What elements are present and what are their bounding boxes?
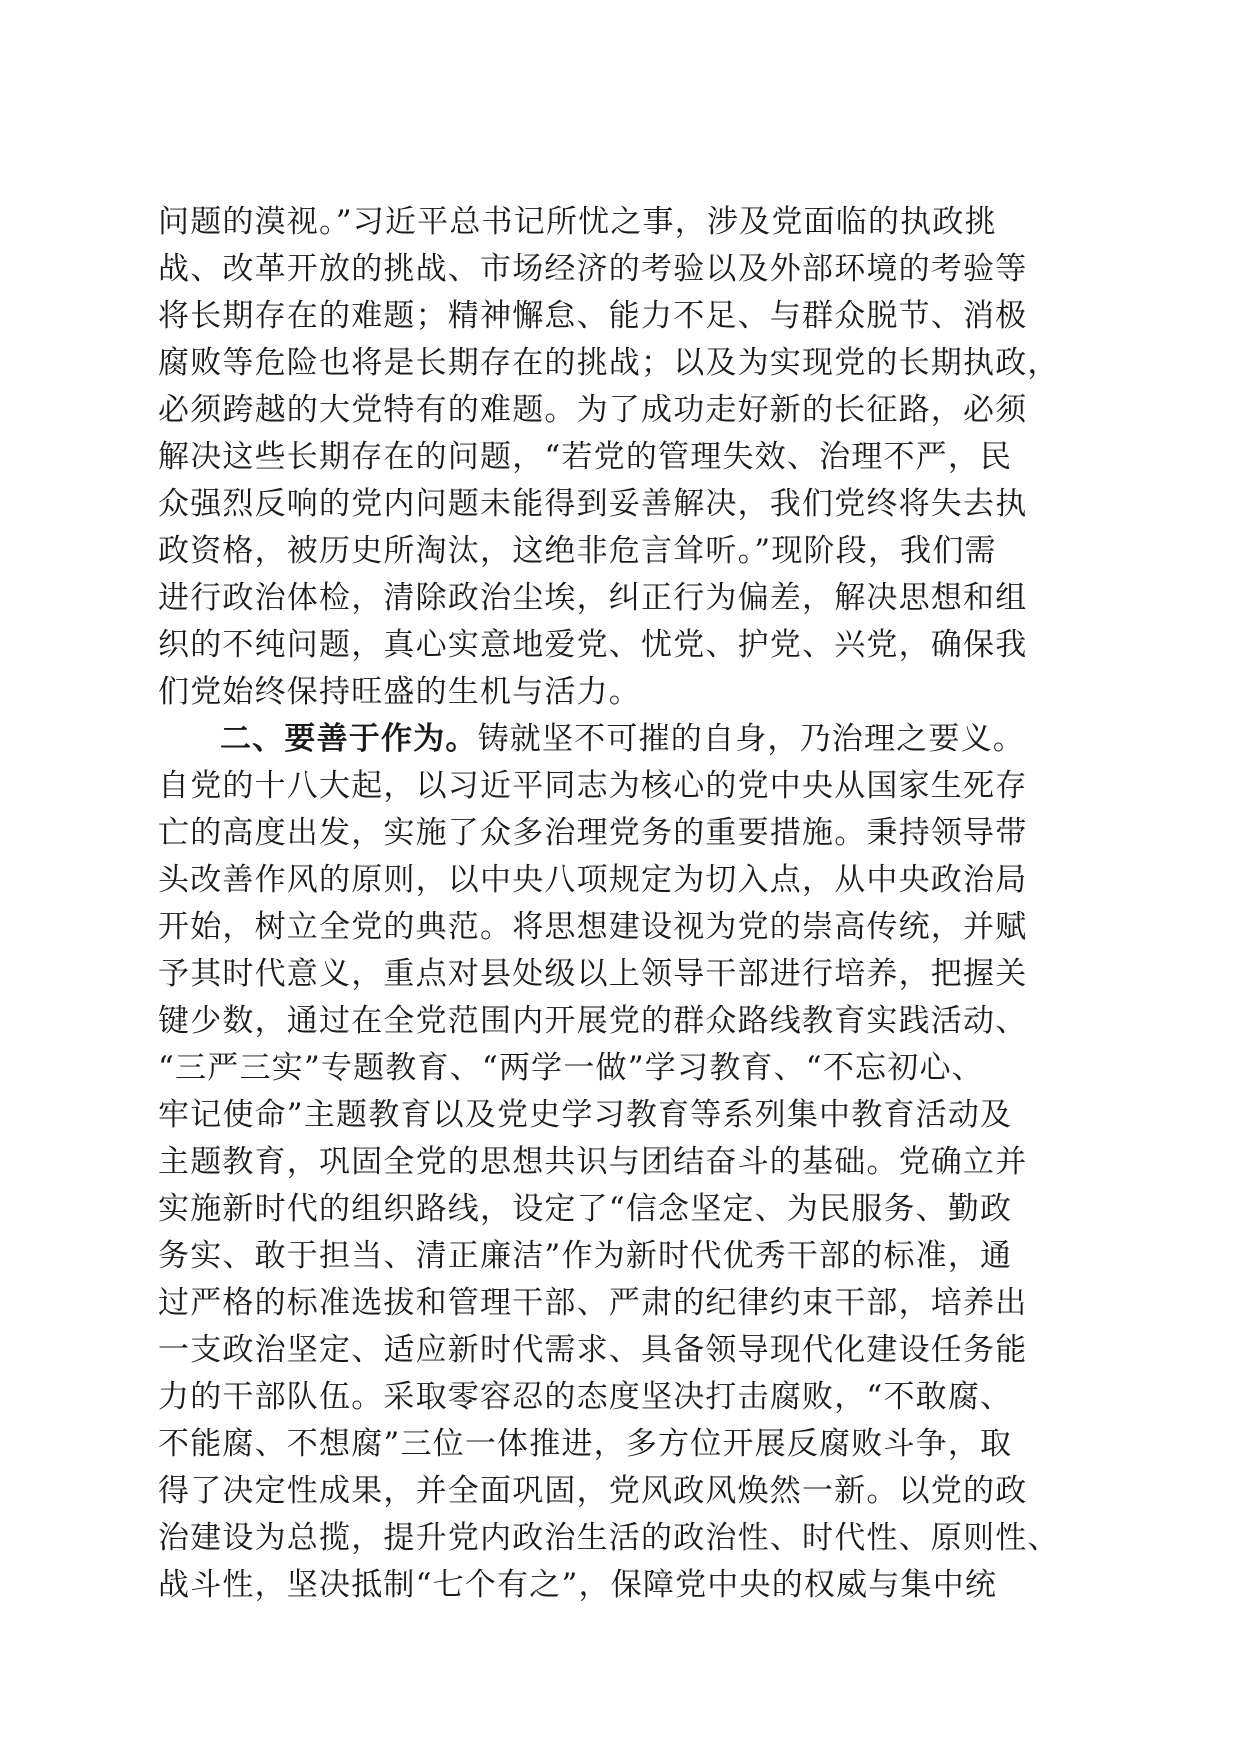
section-heading-continuation: 铸就坚不可摧的自身，乃治理之要义。 [477,721,1026,757]
text-line: 战斗性，坚决抵制“七个有之”，保障党中央的权威与集中统 [158,1567,998,1603]
text-line: 牢记使命”主题教育以及党史学习教育等系列集中教育活动及 [158,1097,1013,1133]
text-line: 自党的十八大起，以习近平同志为核心的党中央从国家生死存 [158,768,1028,804]
text-line: 织的不纯问题，真心实意地爱党、忧党、护党、兴党，确保我 [158,627,1028,663]
text-line: 解决这些长期存在的问题，“若党的管理失效、治理不严，民 [158,439,1013,475]
text-line: 进行政治体检，清除政治尘埃，纠正行为偏差，解决思想和组 [158,580,1028,616]
text-line: 一支政治坚定、适应新时代需求、具备领导现代化建设任务能 [158,1332,1028,1368]
text-line: 键少数，通过在全党范围内开展党的群众路线教育实践活动、 [158,1003,1028,1039]
text-line: 开始，树立全党的典范。将思想建设视为党的崇高传统，并赋 [158,909,1028,945]
text-line: 头改善作风的原则，以中央八项规定为切入点，从中央政治局 [158,862,1028,898]
section-heading: 二、要善于作为。 [220,721,478,757]
text-line: 主题教育，巩固全党的思想共识与团结奋斗的基础。党确立并 [158,1144,1028,1180]
text-line: “三严三实”专题教育、“两学一做”学习教育、“不忘初心、 [158,1050,984,1086]
text-line: 过严格的标准选拔和管理干部、严肃的纪律约束干部，培养出 [158,1285,1028,1321]
text-line: 力的干部队伍。采取零容忍的态度坚决打击腐败，“不敢腐、 [158,1379,1013,1415]
text-line: 腐败等危险也将是长期存在的挑战；以及为实现党的长期执政， [158,345,1060,381]
section-heading-line [158,716,1088,763]
text-line: 得了决定性成果，并全面巩固，党风政风焕然一新。以党的政 [158,1473,1028,1509]
text-line: 务实、敢于担当、清正廉洁”作为新时代优秀干部的标准，通 [158,1238,1013,1274]
text-line: 治建设为总揽，提升党内政治生活的政治性、时代性、原则性、 [158,1520,1060,1556]
text-line: 们党始终保持旺盛的生机与活力。 [158,674,641,710]
text-line: 问题的漠视。”习近平总书记所忧之事，涉及党面临的执政挑 [158,204,997,240]
text-line: 将长期存在的难题；精神懈怠、能力不足、与群众脱节、消极 [158,298,1028,334]
text-line: 予其时代意义，重点对县处级以上领导干部进行培养，把握关 [158,956,1028,992]
body-text [158,199,1088,1609]
text-line: 众强烈反响的党内问题未能得到妥善解决，我们党终将失去执 [158,486,1028,522]
text-line: 政资格，被历史所淘汰，这绝非危言耸听。”现阶段，我们需 [158,533,997,569]
text-line: 不能腐、不想腐”三位一体推进，多方位开展反腐败斗争，取 [158,1426,1013,1462]
text-line: 亡的高度出发，实施了众多治理党务的重要措施。秉持领导带 [158,815,1028,851]
text-line: 必须跨越的大党特有的难题。为了成功走好新的长征路，必须 [158,392,1028,428]
text-line: 实施新时代的组织路线，设定了“信念坚定、为民服务、勤政 [158,1191,1013,1227]
text-line: 战、改革开放的挑战、市场经济的考验以及外部环境的考验等 [158,251,1028,287]
